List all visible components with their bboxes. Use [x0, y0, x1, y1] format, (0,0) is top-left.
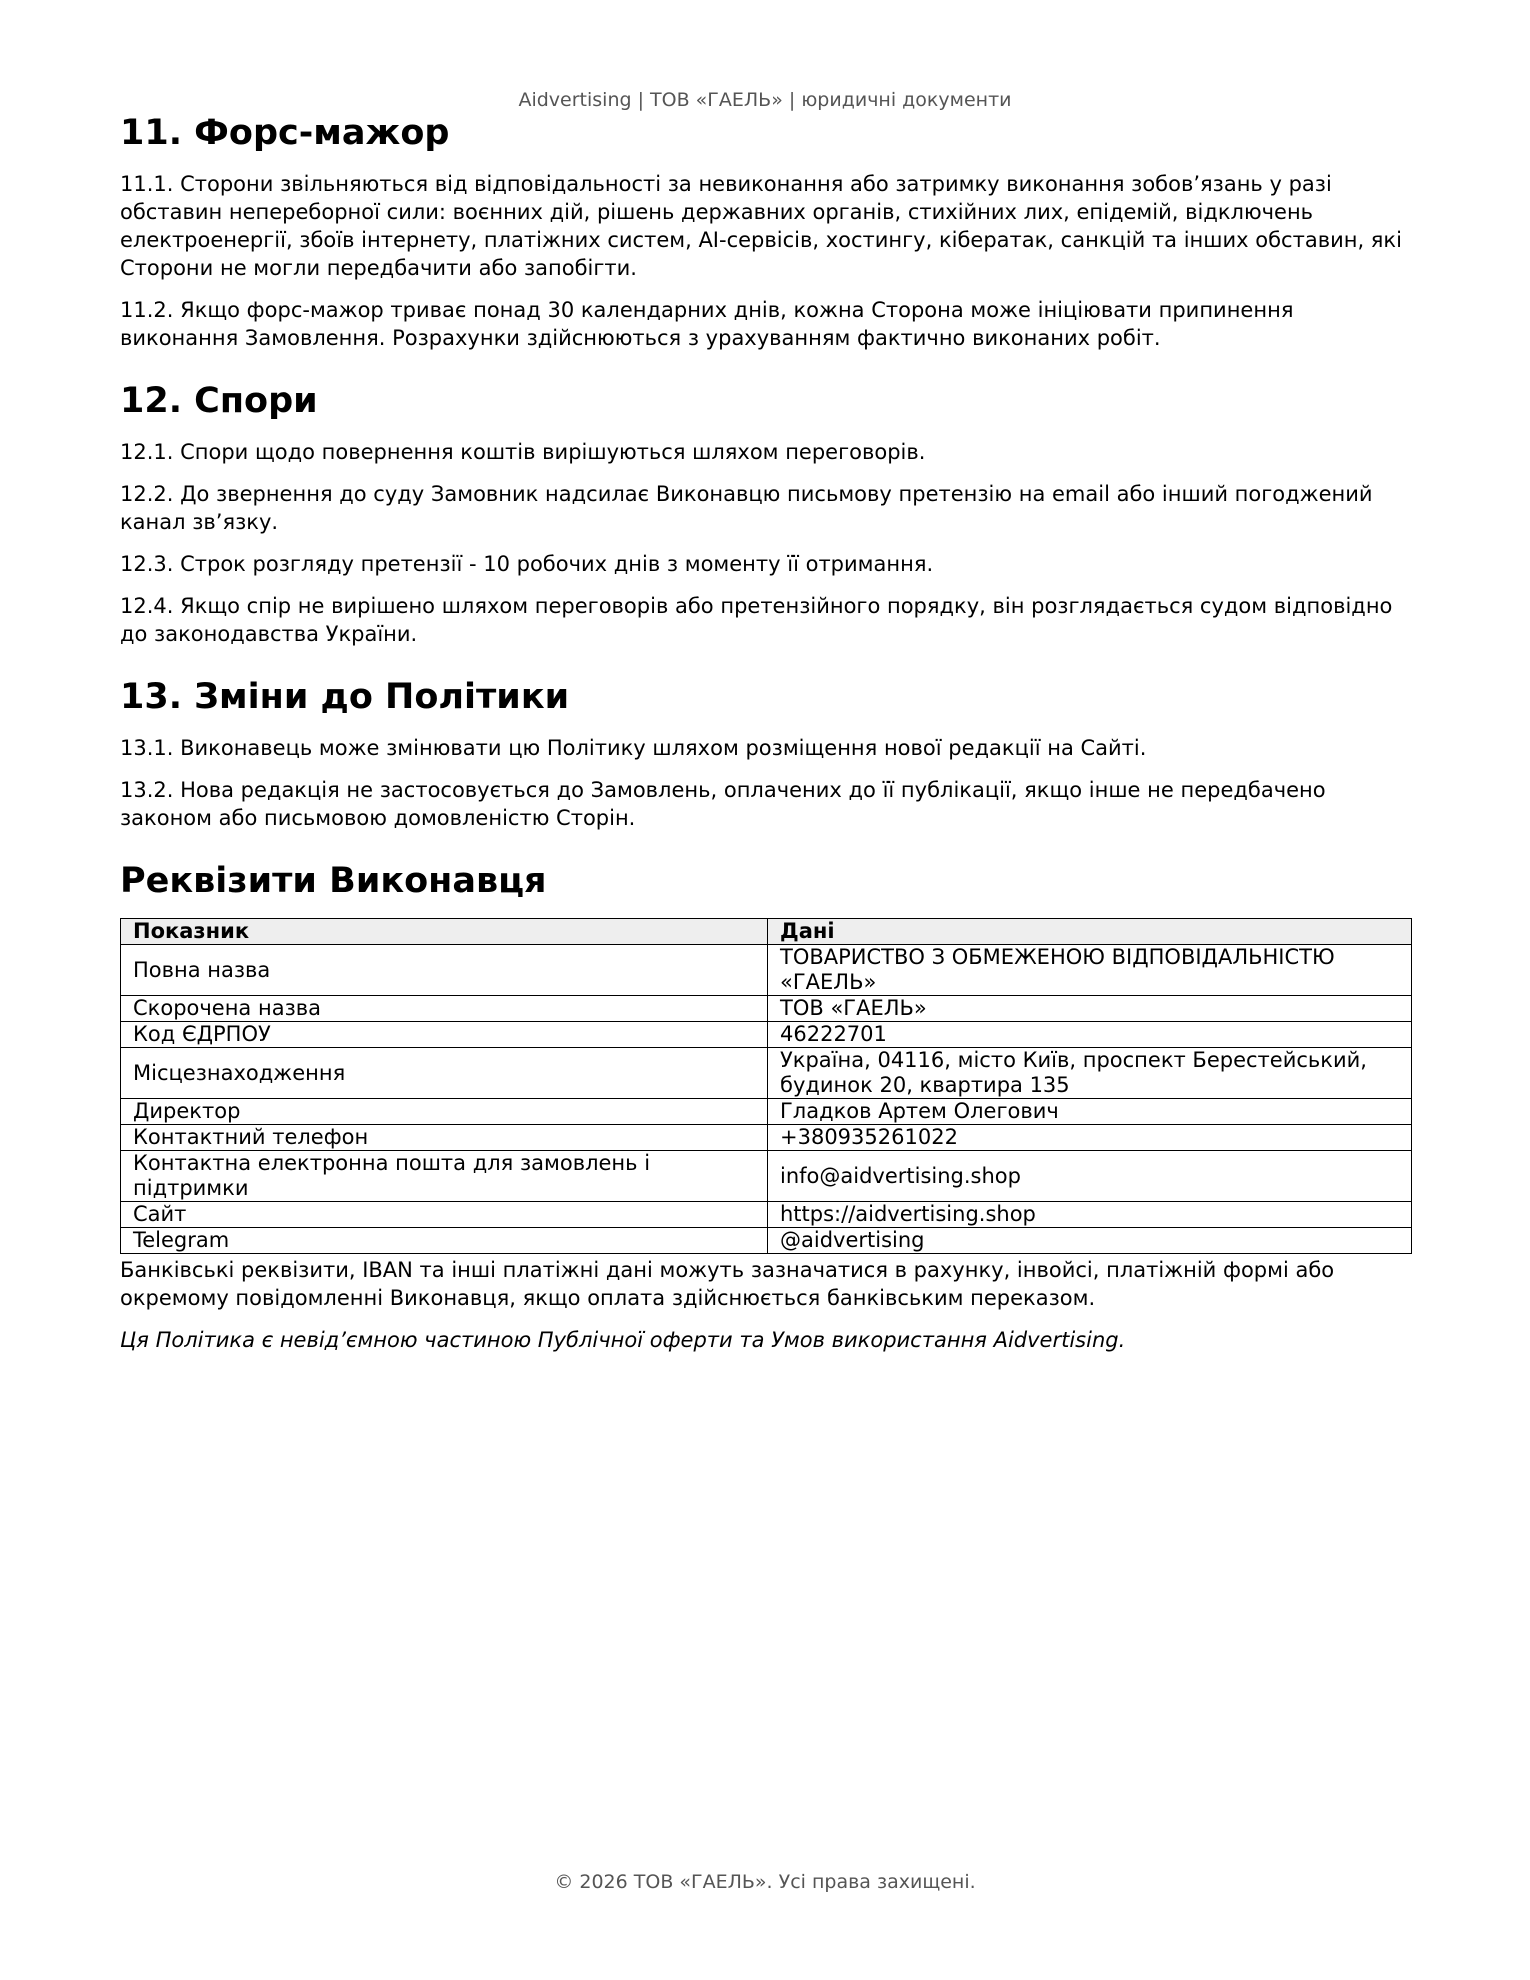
- paragraph: 12.2. До звернення до суду Замовник надсилає Виконавцю письмову претензію на email або інший погоджений канал зв’язку.: [120, 482, 1373, 534]
- table-row: [121, 1022, 1412, 1048]
- table-row: [121, 945, 1412, 996]
- page-footer: © 2026 ТОВ «ГАЕЛЬ». Усі права захищені.: [554, 1871, 976, 1893]
- table-cell-label: Сайт: [121, 1202, 768, 1228]
- table-row: [121, 1125, 1412, 1151]
- paragraph: 12.1. Спори щодо повернення коштів вирішуються шляхом переговорів.: [120, 440, 926, 464]
- table-cell-label: Місцезнаходження: [121, 1048, 768, 1099]
- document-body: [120, 112, 1412, 1368]
- requisites-table: [120, 918, 1412, 1254]
- bank-details-note: Банківські реквізити, IBAN та інші платіжні дані можуть зазначатися в рахунку, інвойсі, платіжній формі або окремому повідомленні Виконавця, якщо оплата здійснюється банківським переказом.: [120, 1258, 1335, 1310]
- table-cell-value: Гладков Артем Олегович: [768, 1099, 1412, 1125]
- table-cell-label: Контактна електронна пошта для замовлень і підтримки: [121, 1151, 768, 1202]
- paragraph: 12.3. Строк розгляду претензії - 10 робочих днів з моменту її отримання.: [120, 552, 934, 576]
- table-header-row: [121, 919, 1412, 945]
- column-header: Дані: [768, 919, 1412, 945]
- section-title: 12. Спори: [120, 381, 318, 421]
- table-cell-label: Контактний телефон: [121, 1125, 768, 1151]
- section-title: 13. Зміни до Політики: [120, 677, 570, 717]
- table-row: [121, 1202, 1412, 1228]
- section-requisites: [120, 860, 1412, 1354]
- section-disputes: [120, 380, 1412, 648]
- closing-note: Ця Політика є невід’ємною частиною Публічної оферти та Умов використання Aidvertising.: [120, 1328, 1126, 1352]
- table-cell-value: info@aidvertising.shop: [768, 1151, 1412, 1202]
- table-cell-value: +380935261022: [768, 1125, 1412, 1151]
- section-force-majeure: [120, 112, 1412, 352]
- paragraph: 13.1. Виконавець може змінювати цю Політику шляхом розміщення нової редакції на Сайті.: [120, 736, 1147, 760]
- paragraph: 12.4. Якщо спір не вирішено шляхом переговорів або претензійного порядку, він розглядається судом відповідно до законодавства України.: [120, 594, 1393, 646]
- table-cell-value: @aidvertising: [768, 1228, 1412, 1254]
- table-cell-value: Україна, 04116, місто Київ, проспект Берестейський, будинок 20, квартира 135: [768, 1048, 1412, 1099]
- section-title: 11. Форс-мажор: [120, 113, 450, 153]
- column-header: Показник: [121, 919, 768, 945]
- table-cell-value: ТОВ «ГАЕЛЬ»: [768, 996, 1412, 1022]
- paragraph: 11.2. Якщо форс-мажор триває понад 30 календарних днів, кожна Сторона може ініціювати припинення виконання Замовлення. Розрахунки здійснюються з урахуванням фактично виконаних робіт.: [120, 298, 1294, 350]
- table-cell-label: Скорочена назва: [121, 996, 768, 1022]
- table-cell-label: Директор: [121, 1099, 768, 1125]
- paragraph: 11.1. Сторони звільняються від відповідальності за невиконання або затримку виконання зобов’язань у разі обставин непереборної сили: воєнних дій, рішень державних органів, стихійних лих, епідемій, відключень електроенергії, збоїв інтернету, платіжних систем, AI-сервісів, хостингу, кібератак, санкцій та інших обставин, які Сторони не могли передбачити або запобігти.: [120, 172, 1402, 280]
- table-cell-value: 46222701: [768, 1022, 1412, 1048]
- section-title: Реквізити Виконавця: [120, 861, 547, 901]
- paragraph: 13.2. Нова редакція не застосовується до Замовлень, оплачених до її публікації, якщо інше не передбачено законом або письмовою домовленістю Сторін.: [120, 778, 1326, 830]
- table-cell-label: Код ЄДРПОУ: [121, 1022, 768, 1048]
- table-row: [121, 1099, 1412, 1125]
- page-header: Aidvertising | ТОВ «ГАЕЛЬ» | юридичні документи: [518, 89, 1012, 111]
- table-cell-label: Повна назва: [121, 945, 768, 996]
- section-policy-changes: [120, 676, 1412, 832]
- table-cell-label: Telegram: [121, 1228, 768, 1254]
- table-row: [121, 1048, 1412, 1099]
- table-row: [121, 1228, 1412, 1254]
- table-cell-value: ТОВАРИСТВО З ОБМЕЖЕНОЮ ВІДПОВІДАЛЬНІСТЮ «ГАЕЛЬ»: [768, 945, 1412, 996]
- table-cell-value: https://aidvertising.shop: [768, 1202, 1412, 1228]
- table-row: [121, 1151, 1412, 1202]
- table-row: [121, 996, 1412, 1022]
